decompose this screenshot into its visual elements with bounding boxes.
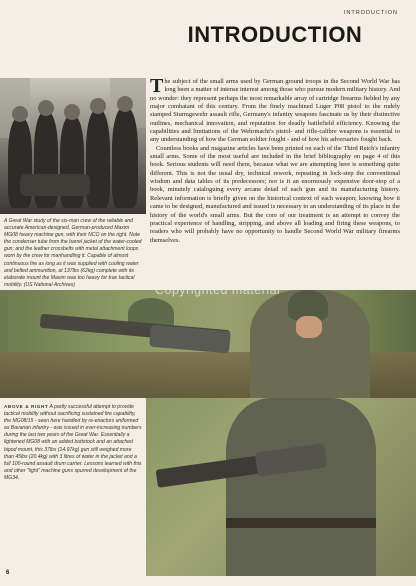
article-body — [150, 75, 400, 245]
maxim-crew-photo — [0, 78, 146, 214]
reenactor-photo — [146, 398, 416, 576]
paragraph-1-text: he subject of the small arms used by German ground troops in the Second World War has long been a matter of intense interest among those who pursue modern military history. And no wonder: they represent perhaps the most remarkable array of cartridge firearms fielded by any major combatant of this century. From the finely machined Luger P08 pistol to the rudely stamped Sturmgewehr assault rifle, Germany's infantry weapons fascinate us by their distinctive outlines, mechanical innovation, and reputation for deadly battlefield efficiency. Knowing the capabilities and limitations of the Wehrmacht's pistol- and rifle-calibre weapons is essential to any understanding of how the German soldier fought - and of how his adversaries fought back. — [150, 78, 400, 144]
mg08-15-photo — [0, 290, 416, 398]
photo-caption-top: A Great War study of the six-man crew of the reliable and accurate American-designed, German-produced Maxim MG08 heavy machine gun, with their NCO on the right. Note the condenser tube from the barrel jacket of the water-cooled gun; and the leather crossbelts with metal attachment loops worn by the crew for manhandling it. Capable of almost continuous fire as long as it was supplied with cooling water and belted ammunition, at 137lbs (62kg) complete with its elaborate mount the Maxim was too heavy for true tactical mobility. (US National Archives) — [4, 218, 142, 288]
caption-text: A partly successful attempt to provide tactical mobility without sacrificing sustained fire capability, the MG08/15 - seen here handled by re-enactors uniformed as Bavarian infantry - was issued in ever-increasing numbers during the last two years of the Great War. Essentially a lightened MG08 with an added buttstock and an attached bipod mount, this 37lbs (14.97kg) gun still weighed more than 45lbs (20.4kg) with 3 litres of water in the jacket and a full 100-round assault drum carrier. Lessons learned with this and other "light" machine guns spurred development of the MG34. — [4, 404, 142, 481]
page-number: 6 — [6, 570, 10, 576]
caption-lead: ABOVE & RIGHT — [4, 404, 49, 409]
paragraph-2: Countless books and magazine articles have been printed on each of the Third Reich's infantry small arms. Some of the most useful are included in the brief bibliography on page 4 of this book. Serious students will need them, because what we are attempting here is something quite different. This is not the usual dry, technical rework, repeating in lock-step the conventional wisdom and data tables of its predecessors; nor is it an enormously expensive door-stop of a book, minutely cataloguing every arcane detail of each gun and its manufacturing history. Relevant information is briefly given on the historical context of each weapon; knowing how it came to be designed, manufactured and issued is necessary to an understanding of its place in the history of the world's small arms. But the core of our treatment is an attempt to convey the practical experience of handling, stripping, and above all loading and firing these weapons, to readers who will probably have no opportunity to handle Second World War military firearms themselves. — [150, 144, 400, 244]
copyright-watermark: Copyrighted material — [155, 283, 281, 297]
paragraph-1 — [150, 75, 400, 145]
running-head: INTRODUCTION — [343, 10, 398, 16]
drop-cap: T — [150, 75, 164, 97]
page-title: INTRODUCTION — [187, 22, 363, 47]
photo-caption-bottom — [4, 403, 142, 482]
